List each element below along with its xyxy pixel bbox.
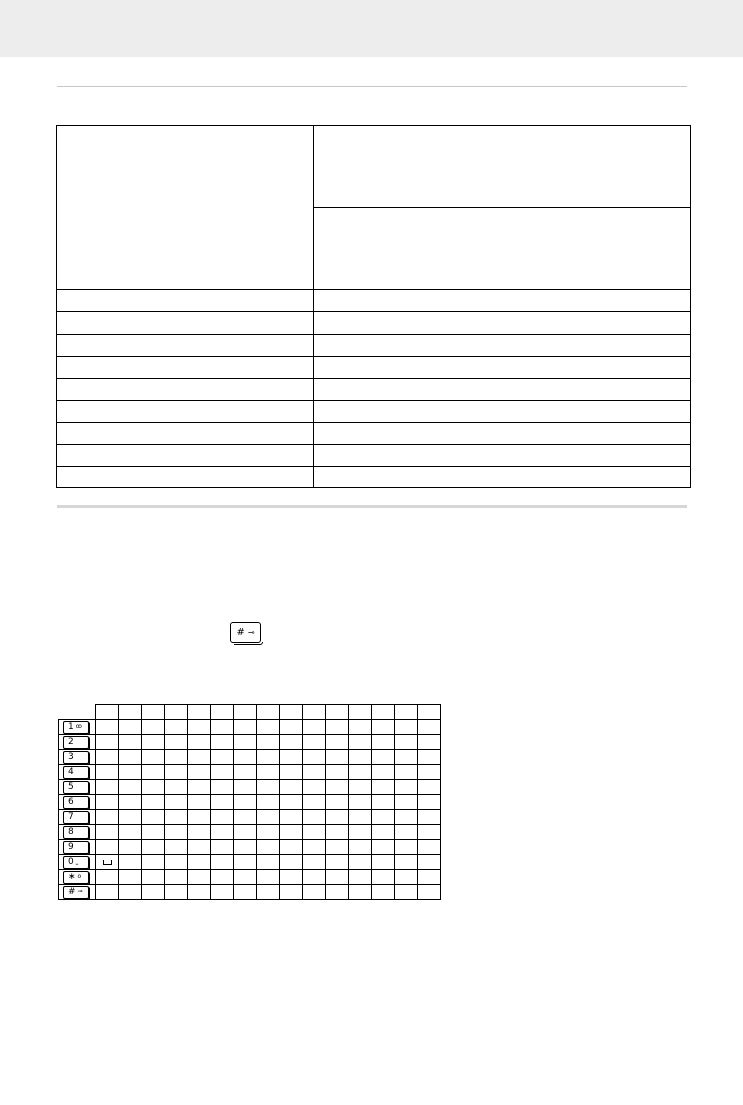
grid-cell xyxy=(349,750,372,765)
grid-cell xyxy=(165,795,188,810)
grid-cell xyxy=(303,885,326,900)
grid-cell xyxy=(165,855,188,870)
grid-cell xyxy=(211,750,234,765)
grid-cell xyxy=(119,780,142,795)
grid-cell xyxy=(211,720,234,735)
grid-cell xyxy=(142,855,165,870)
grid-cell xyxy=(119,810,142,825)
grid-row xyxy=(59,810,441,825)
grid-cell xyxy=(188,765,211,780)
grid-cell xyxy=(188,870,211,885)
spec-cell xyxy=(57,126,314,290)
grid-cell xyxy=(119,885,142,900)
grid-cell xyxy=(234,750,257,765)
grid-cell xyxy=(395,840,418,855)
grid-cell xyxy=(303,825,326,840)
grid-cell xyxy=(188,840,211,855)
key-cell xyxy=(59,765,96,780)
grid-cell xyxy=(418,795,441,810)
grid-cell xyxy=(372,720,395,735)
grid-cell xyxy=(188,795,211,810)
grid-cell xyxy=(280,780,303,795)
grid-cell xyxy=(303,840,326,855)
grid-cell xyxy=(96,735,119,750)
spec-cell xyxy=(314,422,691,444)
spec-cell xyxy=(57,444,314,466)
key-8-icon xyxy=(63,826,89,839)
grid-cell xyxy=(165,750,188,765)
grid-cell xyxy=(280,810,303,825)
grid-cell xyxy=(326,885,349,900)
grid-cell xyxy=(349,840,372,855)
grid-cell xyxy=(395,720,418,735)
hash-symbol: # xyxy=(236,626,245,638)
spec-cell xyxy=(57,422,314,444)
grid-cell xyxy=(418,750,441,765)
key-cell xyxy=(59,735,96,750)
grid-cell xyxy=(280,825,303,840)
key-sub-symbol: ⊸ xyxy=(77,888,83,895)
grid-cell xyxy=(96,840,119,855)
grid-cell xyxy=(234,825,257,840)
grid-cell xyxy=(96,720,119,735)
key-label: 5 xyxy=(68,781,74,792)
key-6-icon xyxy=(63,796,89,809)
grid-cell xyxy=(303,765,326,780)
grid-header-cell xyxy=(303,705,326,720)
grid-header-cell xyxy=(395,705,418,720)
spec-cell xyxy=(57,400,314,422)
grid-cell xyxy=(119,870,142,885)
grid-header-cell xyxy=(165,705,188,720)
grid-cell xyxy=(349,885,372,900)
grid-cell xyxy=(418,720,441,735)
space-glyph-icon xyxy=(103,860,112,865)
section-rule-mid xyxy=(57,505,687,508)
grid-cell xyxy=(326,750,349,765)
grid-cell xyxy=(211,885,234,900)
grid-cell xyxy=(303,810,326,825)
grid-cell xyxy=(372,810,395,825)
grid-cell xyxy=(395,825,418,840)
grid-cell xyxy=(418,780,441,795)
grid-header-cell xyxy=(349,705,372,720)
key-cell xyxy=(59,750,96,765)
grid-cell xyxy=(395,750,418,765)
grid-cell xyxy=(188,720,211,735)
grid-row xyxy=(59,855,441,870)
key-label: 8 xyxy=(68,826,74,837)
grid-cell xyxy=(349,855,372,870)
key-cell xyxy=(59,795,96,810)
spec-cell xyxy=(314,312,691,334)
grid-cell xyxy=(211,870,234,885)
grid-header-cell xyxy=(372,705,395,720)
grid-cell xyxy=(326,870,349,885)
page-header-band xyxy=(0,0,743,57)
spec-cell xyxy=(57,290,314,312)
key-sub-symbol: ⎵ xyxy=(75,858,79,865)
grid-cell xyxy=(372,840,395,855)
grid-cell xyxy=(234,810,257,825)
grid-cell xyxy=(395,870,418,885)
grid-cell xyxy=(142,765,165,780)
grid-cell xyxy=(96,795,119,810)
grid-cell xyxy=(372,765,395,780)
grid-cell xyxy=(326,825,349,840)
grid-cell xyxy=(257,795,280,810)
grid-cell xyxy=(257,780,280,795)
grid-row xyxy=(59,750,441,765)
grid-cell xyxy=(326,840,349,855)
grid-cell xyxy=(280,840,303,855)
key-3-icon xyxy=(63,751,89,764)
spec-cell xyxy=(314,290,691,312)
grid-cell xyxy=(234,780,257,795)
grid-header-cell xyxy=(326,705,349,720)
spec-cell xyxy=(57,356,314,378)
spec-table xyxy=(56,125,691,488)
grid-row xyxy=(59,720,441,735)
grid-cell xyxy=(326,855,349,870)
spec-cell xyxy=(314,126,691,208)
grid-header-cell xyxy=(257,705,280,720)
grid-cell xyxy=(257,855,280,870)
grid-cell xyxy=(303,735,326,750)
key-cell xyxy=(59,885,96,900)
grid-cell xyxy=(257,735,280,750)
grid-cell xyxy=(96,780,119,795)
grid-cell xyxy=(418,810,441,825)
grid-cell xyxy=(372,870,395,885)
grid-cell xyxy=(211,780,234,795)
key-cell xyxy=(59,810,96,825)
grid-cell xyxy=(280,870,303,885)
character-table xyxy=(58,704,441,900)
key-10-icon xyxy=(63,856,89,869)
grid-cell xyxy=(234,855,257,870)
grid-cell xyxy=(119,720,142,735)
grid-cell xyxy=(165,825,188,840)
grid-cell xyxy=(257,720,280,735)
grid-cell xyxy=(234,720,257,735)
grid-cell xyxy=(188,855,211,870)
key-label: 4 xyxy=(68,766,74,777)
grid-cell xyxy=(188,885,211,900)
key-label: 1 xyxy=(68,721,74,732)
grid-cell xyxy=(303,720,326,735)
spec-cell xyxy=(57,312,314,334)
grid-cell xyxy=(234,765,257,780)
grid-header-cell xyxy=(142,705,165,720)
grid-cell xyxy=(418,885,441,900)
spec-cell xyxy=(314,400,691,422)
grid-cell xyxy=(142,750,165,765)
key-cell xyxy=(59,870,96,885)
grid-cell xyxy=(96,765,119,780)
grid-cell xyxy=(142,795,165,810)
grid-cell xyxy=(119,840,142,855)
spec-cell xyxy=(314,378,691,400)
grid-cell xyxy=(349,720,372,735)
grid-cell xyxy=(211,765,234,780)
spec-cell xyxy=(314,356,691,378)
grid-header-cell xyxy=(188,705,211,720)
grid-cell xyxy=(349,825,372,840)
spec-cell xyxy=(57,378,314,400)
grid-cell xyxy=(349,735,372,750)
grid-cell xyxy=(395,765,418,780)
grid-cell xyxy=(234,840,257,855)
grid-cell xyxy=(96,810,119,825)
grid-header-cell xyxy=(280,705,303,720)
grid-row xyxy=(59,795,441,810)
grid-cell xyxy=(188,780,211,795)
grid-cell xyxy=(165,765,188,780)
grid-cell xyxy=(234,885,257,900)
grid-cell xyxy=(349,870,372,885)
key-sub-symbol: o xyxy=(77,873,82,880)
grid-cell xyxy=(142,720,165,735)
grid-cell xyxy=(257,765,280,780)
grid-cell xyxy=(165,840,188,855)
grid-row xyxy=(59,780,441,795)
grid-cell xyxy=(349,780,372,795)
grid-cell xyxy=(280,735,303,750)
grid-cell xyxy=(418,825,441,840)
grid-cell xyxy=(211,855,234,870)
grid-cell xyxy=(142,810,165,825)
grid-cell xyxy=(257,750,280,765)
grid-cell xyxy=(96,885,119,900)
grid-cell xyxy=(372,735,395,750)
grid-cell xyxy=(303,780,326,795)
grid-row xyxy=(59,735,441,750)
grid-cell xyxy=(372,780,395,795)
key-12-icon xyxy=(63,886,89,899)
grid-cell xyxy=(395,780,418,795)
key-1-icon xyxy=(63,721,89,734)
grid-cell xyxy=(395,885,418,900)
grid-cell xyxy=(211,825,234,840)
grid-cell xyxy=(303,750,326,765)
spec-cell xyxy=(314,334,691,356)
grid-cell xyxy=(303,870,326,885)
grid-cell xyxy=(326,720,349,735)
grid-row xyxy=(59,885,441,900)
key-2-icon xyxy=(63,736,89,749)
key-label: 9 xyxy=(68,841,74,852)
grid-cell xyxy=(280,750,303,765)
key-cell xyxy=(59,780,96,795)
key-label: 6 xyxy=(68,796,74,807)
key-cell xyxy=(59,855,96,870)
key-11-icon xyxy=(63,871,89,884)
grid-cell xyxy=(395,795,418,810)
grid-cell xyxy=(119,750,142,765)
grid-cell xyxy=(372,885,395,900)
grid-cell xyxy=(211,735,234,750)
grid-cell xyxy=(211,795,234,810)
grid-cell xyxy=(326,810,349,825)
key-4-icon xyxy=(63,766,89,779)
grid-cell xyxy=(188,825,211,840)
grid-cell xyxy=(349,810,372,825)
grid-cell xyxy=(142,825,165,840)
grid-cell xyxy=(165,780,188,795)
grid-cell xyxy=(188,810,211,825)
key-label: ∗ xyxy=(68,871,76,882)
grid-cell xyxy=(418,855,441,870)
grid-corner xyxy=(59,705,96,720)
key-cell xyxy=(59,720,96,735)
key-label: 7 xyxy=(68,811,74,822)
grid-cell xyxy=(418,870,441,885)
grid-header-cell xyxy=(418,705,441,720)
key-label: 0 xyxy=(68,856,74,867)
grid-cell xyxy=(280,855,303,870)
spec-cell xyxy=(314,208,691,290)
grid-cell xyxy=(142,840,165,855)
spec-cell xyxy=(57,334,314,356)
spec-cell xyxy=(57,466,314,487)
grid-header-row xyxy=(59,705,441,720)
grid-row xyxy=(59,825,441,840)
grid-header-cell xyxy=(211,705,234,720)
grid-cell xyxy=(257,885,280,900)
grid-cell xyxy=(372,825,395,840)
grid-cell xyxy=(165,735,188,750)
key-label: # xyxy=(68,886,76,897)
grid-cell xyxy=(234,735,257,750)
grid-cell xyxy=(142,885,165,900)
grid-cell xyxy=(418,840,441,855)
grid-cell xyxy=(119,735,142,750)
grid-cell xyxy=(165,720,188,735)
grid-cell xyxy=(280,795,303,810)
grid-cell xyxy=(372,750,395,765)
grid-cell xyxy=(303,795,326,810)
grid-cell xyxy=(418,735,441,750)
grid-cell xyxy=(395,810,418,825)
grid-cell xyxy=(257,840,280,855)
grid-cell xyxy=(257,810,280,825)
key-7-icon xyxy=(63,811,89,824)
grid-cell xyxy=(165,870,188,885)
grid-cell xyxy=(326,795,349,810)
grid-cell xyxy=(257,825,280,840)
grid-cell xyxy=(142,870,165,885)
grid-cell xyxy=(211,840,234,855)
grid-cell xyxy=(280,885,303,900)
grid-cell xyxy=(395,855,418,870)
grid-header-cell xyxy=(119,705,142,720)
spec-cell xyxy=(314,444,691,466)
grid-cell xyxy=(165,810,188,825)
grid-cell xyxy=(395,735,418,750)
grid-cell xyxy=(326,735,349,750)
grid-row xyxy=(59,765,441,780)
grid-cell xyxy=(119,825,142,840)
grid-cell xyxy=(96,825,119,840)
grid-cell xyxy=(188,735,211,750)
grid-cell xyxy=(280,720,303,735)
grid-row xyxy=(59,840,441,855)
grid-header-cell xyxy=(96,705,119,720)
key-sub-symbol: ꝏ xyxy=(75,723,82,730)
grid-cell xyxy=(303,855,326,870)
key-label: 2 xyxy=(68,736,74,747)
grid-cell xyxy=(188,750,211,765)
key-9-icon xyxy=(63,841,89,854)
grid-cell xyxy=(142,735,165,750)
grid-cell xyxy=(211,810,234,825)
key-cell xyxy=(59,825,96,840)
grid-cell xyxy=(326,765,349,780)
key-cell xyxy=(59,840,96,855)
grid-row xyxy=(59,870,441,885)
key-5-icon xyxy=(63,781,89,794)
grid-cell xyxy=(372,855,395,870)
grid-cell xyxy=(257,870,280,885)
grid-cell xyxy=(349,795,372,810)
grid-cell xyxy=(119,765,142,780)
grid-header-cell xyxy=(234,705,257,720)
grid-cell xyxy=(418,765,441,780)
hash-lock-key-icon xyxy=(230,622,261,643)
grid-cell xyxy=(234,795,257,810)
grid-cell xyxy=(142,780,165,795)
lock-symbol: ⊸ xyxy=(247,627,255,637)
grid-cell xyxy=(96,750,119,765)
grid-cell xyxy=(165,885,188,900)
grid-cell xyxy=(372,795,395,810)
grid-cell xyxy=(234,870,257,885)
section-rule-top xyxy=(57,86,687,87)
grid-cell xyxy=(326,780,349,795)
grid-cell xyxy=(280,765,303,780)
spec-cell xyxy=(314,466,691,487)
grid-cell xyxy=(96,870,119,885)
grid-cell xyxy=(349,765,372,780)
key-label: 3 xyxy=(68,751,74,762)
grid-cell xyxy=(119,795,142,810)
grid-cell xyxy=(119,855,142,870)
grid-cell xyxy=(96,855,119,870)
